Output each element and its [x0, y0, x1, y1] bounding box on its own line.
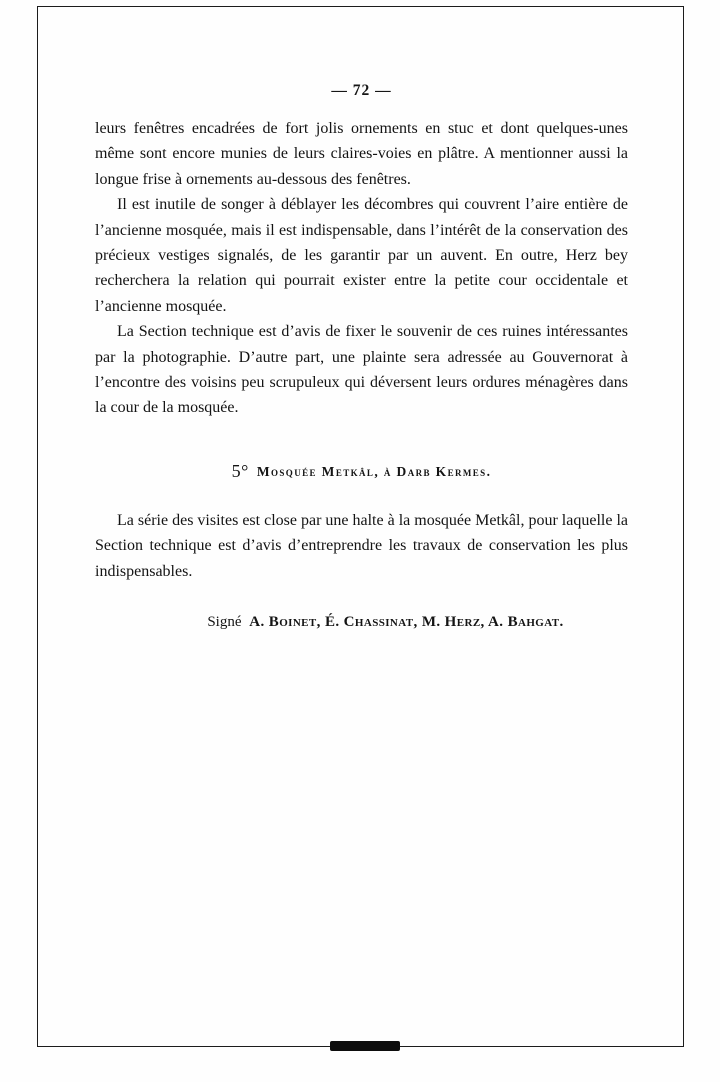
body-text	[95, 116, 628, 421]
section-heading	[95, 461, 628, 482]
scan-artifact	[330, 1041, 400, 1051]
section-title: Mosquée Metkâl, à Darb Kermes.	[256, 463, 492, 479]
signature-line	[95, 614, 628, 631]
paragraph: La série des visites est close par une halte à la mosquée Metkâl, pour laquelle la Section technique est d’avis d’entreprendre les travaux de conservation les plus indispensables.	[95, 511, 628, 580]
paragraph: Il est inutile de songer à déblayer les décombres qui couvrent l’aire entière de l’ancienne mosquée, mais il est indispensable, dans l’intérêt de la conservation des précieux vestiges signalés, de les garantir par un auvent. En outre, Herz bey recherchera la relation qui pourrait exister entre la petite cour occidentale et l’ancienne mosquée.	[95, 196, 628, 315]
body-text-section	[95, 508, 628, 584]
signature-prefix: Signé	[207, 614, 242, 631]
text-block	[95, 0, 628, 631]
section-number: 5°	[231, 460, 249, 481]
signature-names: A. Boinet, É. Chassinat, M. Herz, A. Bahgat.	[249, 614, 564, 631]
paragraph-continuation: leurs fenêtres encadrées de fort jolis ornements en stuc et dont quelques-unes même sont encore munies de leurs claires-voies en plâtre. A mentionner aussi la longue frise à ornements au-dessous des fenêtres.	[95, 120, 628, 188]
page-number: — 72 —	[331, 82, 392, 99]
paragraph: La Section technique est d’avis de fixer le souvenir de ces ruines intéressantes par la photographie. D’autre part, une plainte sera adressée au Gouvernorat à l’encontre des voisins peu scrupuleux qui déversent leurs ordures ménagères dans la cour de la mosquée.	[95, 323, 628, 417]
